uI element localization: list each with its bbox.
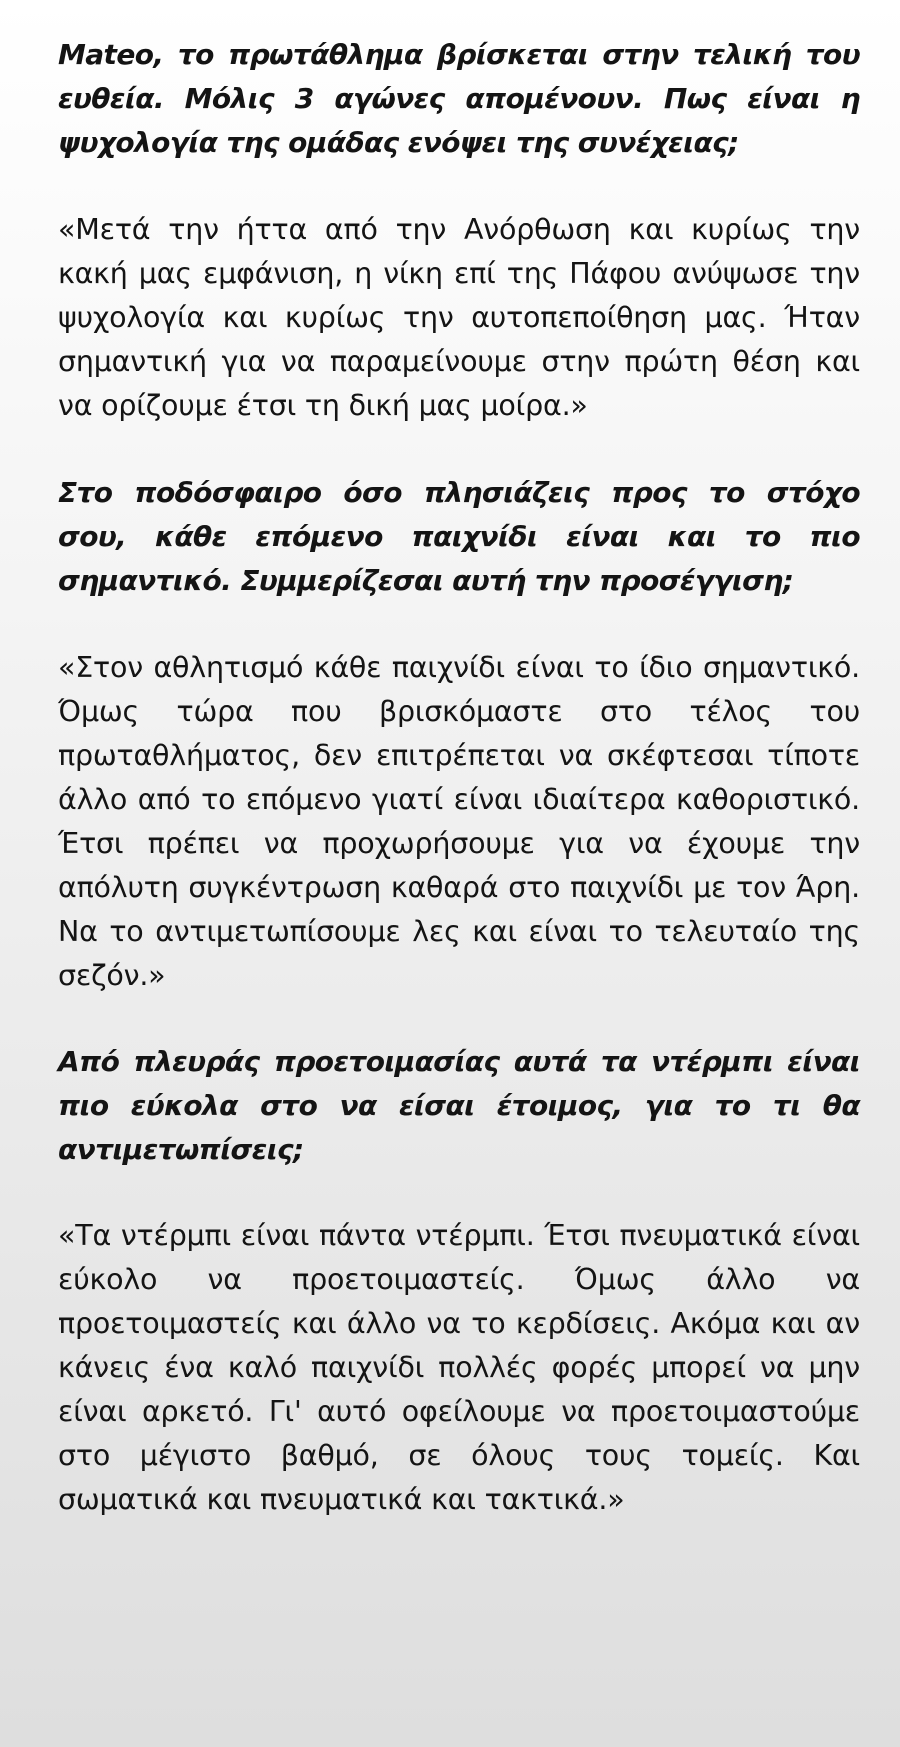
interview-answer-2: «Στον αθλητισμό κάθε παιχνίδι είναι το ίδιο σημαντικό. Όμως τώρα που βρισκόμαστε στο τέλος του πρωταθλήματος, δεν επιτρέπεται να σκέφτεσαι τίποτε άλλο από το επόμενο γιατί είναι ιδιαίτερα καθοριστικό. Έτσι πρέπει να προχωρήσουμε για να έχουμε την απόλυτη συγκέντρωση καθαρά στο παιχνίδι με τον Άρη. Να το αντιμετωπίσουμε λες και είναι το τελευταίο της σεζόν.» — [58, 651, 860, 992]
interview-question-1: Mateo, το πρωτάθλημα βρίσκεται στην τελική του ευθεία. Μόλις 3 αγώνες απομένουν. Πως είναι η ψυχολογία της ομάδας ενόψει της συνέχειας; — [58, 38, 860, 159]
interview-question-2: Στο ποδόσφαιρο όσο πλησιάζεις προς το στόχο σου, κάθε επόμενο παιχνίδι είναι και το πιο σημαντικό. Συμμερίζεσαι αυτή την προσέγγιση; — [58, 476, 860, 597]
interview-answer-3: «Τα ντέρμπι είναι πάντα ντέρμπι. Έτσι πνευματικά είναι εύκολο να προετοιμαστείς. Όμως άλλο να προετοιμαστείς και άλλο να το κερδίσεις. Ακόμα και αν κάνεις ένα καλό παιχνίδι πολλές φορές μπορεί να μην είναι αρκετό. Γι' αυτό οφείλουμε να προετοιμαστούμε στο μέγιστο βαθμό, σε όλους τους τομείς. Και σωματικά και πνευματικά και τακτικά.» — [58, 1219, 860, 1516]
interview-answer-1: «Μετά την ήττα από την Ανόρθωση και κυρίως την κακή μας εμφάνιση, η νίκη επί της Πάφου ανύψωσε την ψυχολογία και κυρίως την αυτοπεποίθηση μας. Ήταν σημαντική για να παραμείνουμε στην πρώτη θέση και να ορίζουμε έτσι τη δική μας μοίρα.» — [58, 213, 860, 422]
interview-question-3: Από πλευράς προετοιμασίας αυτά τα ντέρμπι είναι πιο εύκολα στο να είσαι έτοιμος, για το τι θα αντιμετωπίσεις; — [58, 1045, 860, 1166]
